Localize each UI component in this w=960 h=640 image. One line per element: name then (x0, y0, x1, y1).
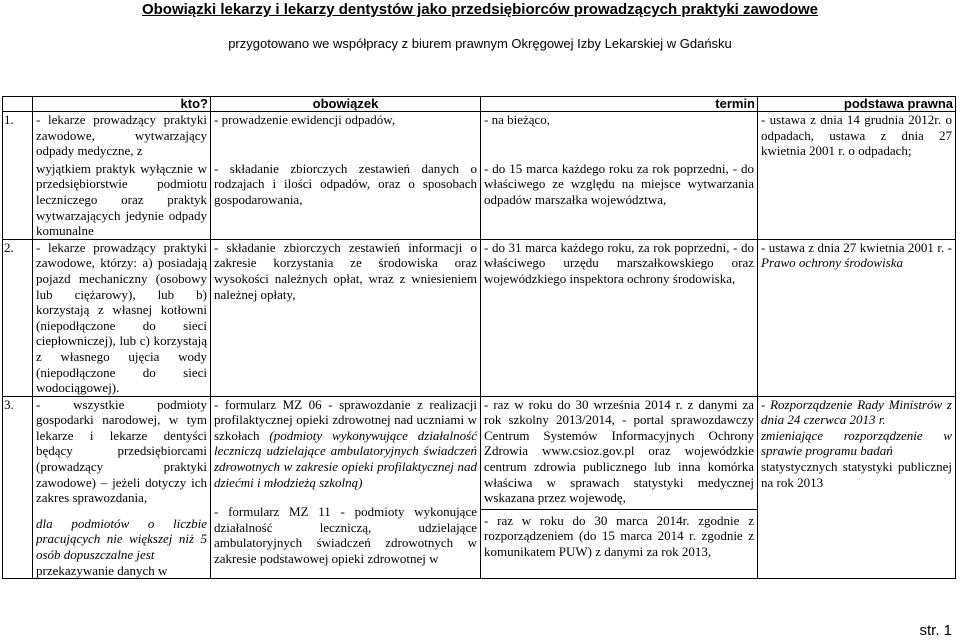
who-text-italic: dla podmiotów o liczbie pracujących nie większej niż 5 osób dopuszczalne jest (36, 515, 207, 563)
basis-text-italic: Prawo ochrony środowiska (761, 255, 904, 271)
table-row (3, 396, 956, 579)
cell-deadline: - na bieżąco, (481, 112, 758, 161)
duty-text: - formularz MZ 11 - podmioty wykonujące działalność leczniczą, udzielające ambulatoryjnych świadczeń zdrowotnych w zakresie podstawowej opieki zdrowotnej w (214, 504, 477, 567)
header-duty: obowiązek (211, 97, 481, 112)
row-number: 2. (3, 239, 33, 396)
who-text: - wszystkie podmioty gospodarki narodowej, w tym lekarze i lekarze dentyści będący przedsiębiorcami (prowadzący praktyki zawodowe) – jeżeli dotyczy ich zakres sprawozdania, (36, 396, 207, 506)
cell-duty: - prowadzenie ewidencji odpadów, (211, 112, 481, 161)
cell-basis: - ustawa z dnia 14 grudnia 2012r. o odpadach, ustawa z dnia 27 kwietnia 2001 r. o odpadach; (758, 112, 956, 240)
basis-text: statystycznych statystyki publicznej na rok 2013 (761, 459, 952, 490)
duty-text-italic: (podmioty wykonywujące działalność leczniczą udzielające ambulatoryjnych świadczeń zdrowotnych w zakresie opieki profilaktycznej nad dziećmi i młodzieżą szkolną) (214, 427, 477, 490)
cell-deadline (481, 396, 758, 579)
table-header-row (3, 97, 956, 112)
cell-duty: - składanie zbiorczych zestawień informacji o zakresie korzystania ze środowiska oraz wysokości należnych opłat, wraz z wniesieniem należnej opłaty, (211, 239, 481, 396)
cell-basis (758, 396, 956, 579)
cell-who: - lekarze prowadzący praktyki zawodowe, którzy: a) posiadają pojazd mechaniczny (osobowy lub ciężarowy), lub b) korzystają z własnej kotłowni (niepodłączone do sieci ciepłowniczej), lub c) korzystają z własnego ujęcia wody (niepodłączone do sieci wodociągowej). (33, 239, 211, 396)
header-who: kto? (33, 97, 211, 112)
table-row (3, 112, 956, 161)
cell-duty (211, 396, 481, 579)
document-title: Obowiązki lekarzy i lekarzy dentystów jako przedsiębiorców prowadzących praktyki zawodowe (141, 1, 819, 18)
row-number: 1. (3, 112, 33, 240)
table-row (3, 239, 956, 396)
cell-deadline: - do 15 marca każdego roku za rok poprzedni, - do właściwego ze względu na miejsce wytwarzania odpadów marszałka województwa, (481, 161, 758, 239)
cell-deadline: - do 31 marca każdego roku, za rok poprzedni, - do właściwego urzędu marszałkowskiego oraz wojewódzkiego inspektora ochrony środowiska, (481, 239, 758, 396)
deadline-text: - raz w roku do 30 marca 2014r. zgodnie z rozporządzeniem (do 15 marca 2014 r. zgodnie z komunikatem PUW) z danymi za rok 2013, (481, 509, 757, 560)
cell-who (33, 396, 211, 579)
cell-who: wyjątkiem praktyk wyłącznie w przedsiębiorstwie podmiotu leczniczego oraz praktyk wytwarzających jedynie odpady komunalne (33, 161, 211, 239)
cell-duty: - składanie zbiorczych zestawień danych o rodzajach i ilości odpadów, oraz o sposobach gospodarowania, (211, 161, 481, 239)
header-num (3, 97, 33, 112)
header-deadline: termin (481, 97, 758, 112)
row-number: 3. (3, 396, 33, 579)
duty-text: - formularz MZ 06 - sprawozdanie z realizacji profilaktycznej opieki zdrowotnej nad uczniami w szkołach (podmioty wykonywujące działalność leczniczą udzielające ambulatoryjnych świadczeń zdrowotnych w zakresie opieki profilaktycznej nad dziećmi i młodzieżą szkolną) (214, 396, 477, 490)
page-number: str. 1 (919, 622, 952, 639)
cell-who: - lekarze prowadzący praktyki zawodowe, wytwarzający odpady medyczne, z (33, 112, 211, 161)
basis-text: - ustawa z dnia 27 kwietnia 2001 r. - (761, 239, 952, 255)
document-subtitle: przygotowano we współpracy z biurem prawnym Okręgowej Izby Lekarskiej w Gdańsku (228, 36, 732, 51)
basis-text-italic: - Rozporządzenie Rady Ministrów z dnia 24 czerwca 2013 r. (761, 396, 952, 428)
who-text: przekazywanie danych w (36, 562, 168, 578)
obligations-table (2, 96, 956, 579)
header-basis: podstawa prawna (758, 97, 956, 112)
basis-text-italic: zmieniające rozporządzenie w sprawie programu badań (761, 427, 952, 459)
deadline-text: - raz w roku do 30 września 2014 r. z danymi za rok szkolny 2013/2014, - portal sprawozdawczy Centrum Systemów Informacyjnych Ochrony Zdrowia www.csioz.gov.pl oraz wojewódzkie centrum zdrowia publicznego lub inna komórka właściwa w sprawach statystyki medycznej wskazana przez wojewodę, (484, 396, 754, 506)
cell-basis (758, 239, 956, 396)
